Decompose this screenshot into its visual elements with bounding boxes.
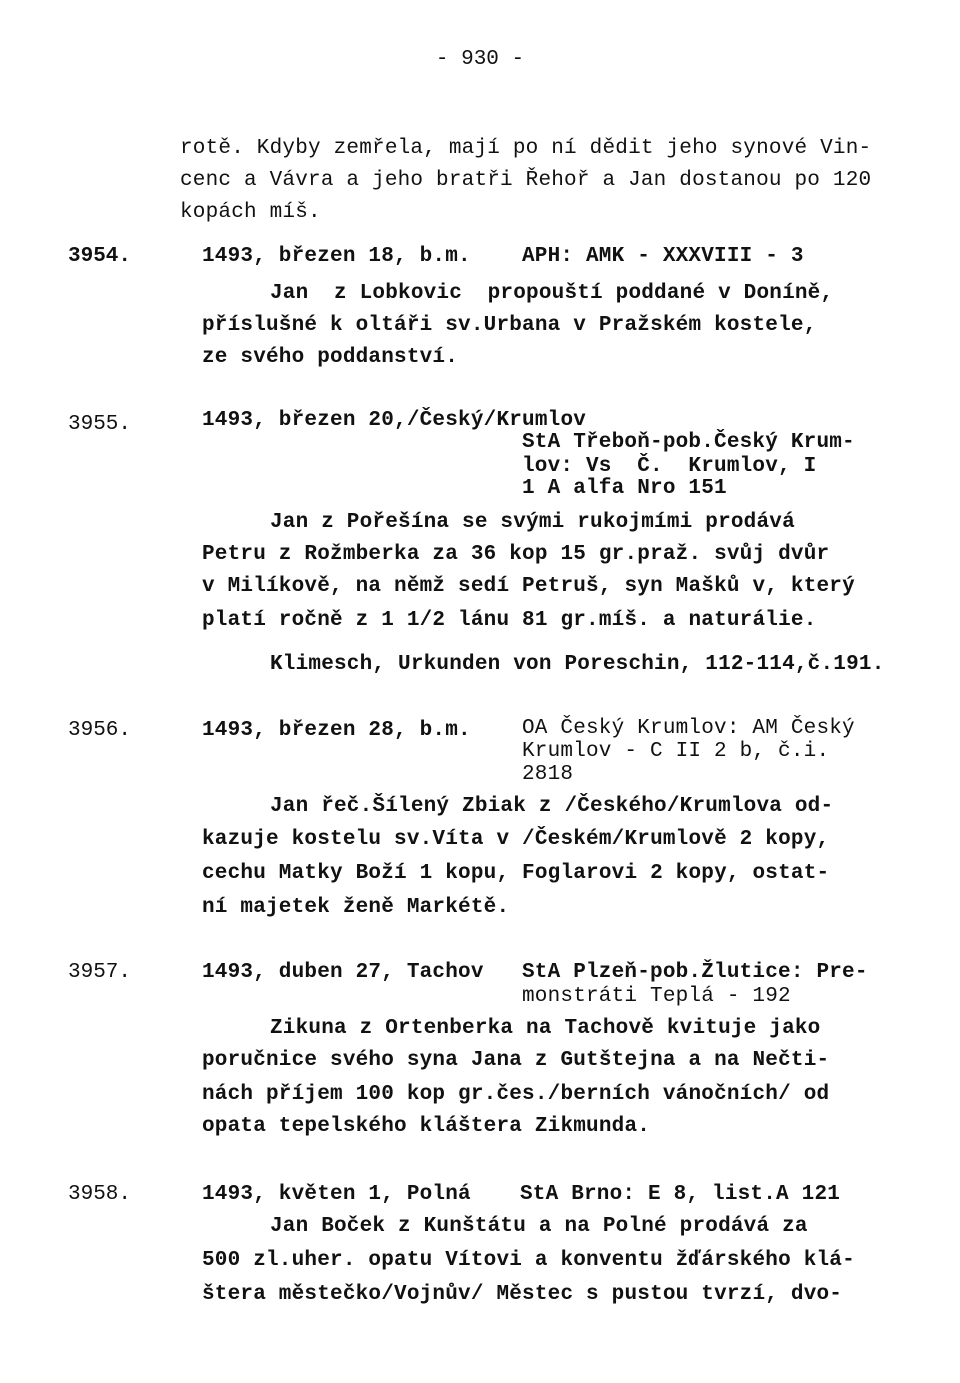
entry-source: Krumlov - C II 2 b, č.i. [522, 740, 830, 763]
entry-body-line: příslušné k oltáři sv.Urbana v Pražském kostele, [202, 314, 817, 337]
entry-source: StA Brno: E 8, list.A 121 [520, 1183, 841, 1206]
entry-body-line: poručnice svého syna Jana z Gutštejna a na Nečti- [202, 1049, 830, 1072]
entry-number: 3957. [68, 961, 132, 984]
entry-source: lov: Vs Č. Krumlov, I [522, 455, 817, 478]
entry-source: APH: AMK - XXXVIII - 3 [522, 245, 804, 268]
entry-body-line: Jan řeč.Šílený Zbiak z /Českého/Krumlova od- [270, 795, 834, 818]
entry-header: 1493, březen 18, b.m. [202, 245, 471, 268]
entry-source: monstráti Teplá - 192 [522, 985, 791, 1008]
entry-source: 1 A alfa Nro 151 [522, 477, 727, 500]
entry-body-line: Jan z Lobkovic propouští poddané v Doníně, [270, 282, 834, 305]
entry-body-line: nách příjem 100 kop gr.čes./berních vánočních/ od [202, 1083, 830, 1106]
entry-number: 3955. [68, 413, 132, 436]
entry-body-line: Jan Boček z Kunštátu a na Polné prodává za [270, 1215, 808, 1238]
intro-line: kopách míš. [180, 201, 321, 224]
intro-line: rotě. Kdyby zemřela, mají po ní dědit jeho synové Vin- [180, 137, 872, 160]
entry-body-line: 500 zl.uher. opatu Vítovi a konventu žďárského klá- [202, 1249, 855, 1272]
entry-source: StA Třeboň-pob.Český Krum- [522, 431, 855, 454]
entry-number: 3954. [68, 245, 132, 268]
entry-body-line: ze svého poddanství. [202, 346, 459, 369]
entry-source: OA Český Krumlov: AM Český [522, 717, 855, 740]
entry-body-line: Zikuna z Ortenberka na Tachově kvituje jako [270, 1017, 821, 1040]
entry-header: 1493, březen 20,/Český/Krumlov [202, 409, 587, 432]
entry-source: StA Plzeň-pob.Žlutice: Pre- [522, 961, 868, 984]
entry-header: 1493, květen 1, Polná [202, 1183, 471, 1206]
entry-body-line: kazuje kostelu sv.Víta v /Českém/Krumlově 2 kopy, [202, 828, 830, 851]
page-number: - 930 - [435, 48, 525, 71]
entry-body-line: platí ročně z 1 1/2 lánu 81 gr.míš. a naturálie. [202, 609, 817, 632]
intro-line: cenc a Vávra a jeho bratři Řehoř a Jan dostanou po 120 [180, 169, 872, 192]
entry-citation: Klimesch, Urkunden von Poreschin, 112-114,č.191. [270, 653, 885, 676]
entry-body-line: v Milíkově, na němž sedí Petruš, syn Mašků v, který [202, 575, 855, 598]
entry-header: 1493, duben 27, Tachov [202, 961, 484, 984]
entry-body-line: štera městečko/Vojnův/ Městec s pustou tvrzí, dvo- [202, 1283, 843, 1306]
entry-source: 2818 [522, 763, 574, 786]
entry-body-line: ní majetek ženě Markétě. [202, 896, 510, 919]
entry-number: 3958. [68, 1183, 132, 1206]
entry-number: 3956. [68, 719, 132, 742]
entry-body-line: opata tepelského kláštera Zikmunda. [202, 1115, 651, 1138]
entry-body-line: cechu Matky Boží 1 kopu, Foglarovi 2 kopy, ostat- [202, 862, 830, 885]
entry-body-line: Petru z Rožmberka za 36 kop 15 gr.praž. svůj dvůr [202, 543, 830, 566]
entry-header: 1493, březen 28, b.m. [202, 719, 471, 742]
entry-body-line: Jan z Pořešína se svými rukojmími prodává [270, 511, 795, 534]
